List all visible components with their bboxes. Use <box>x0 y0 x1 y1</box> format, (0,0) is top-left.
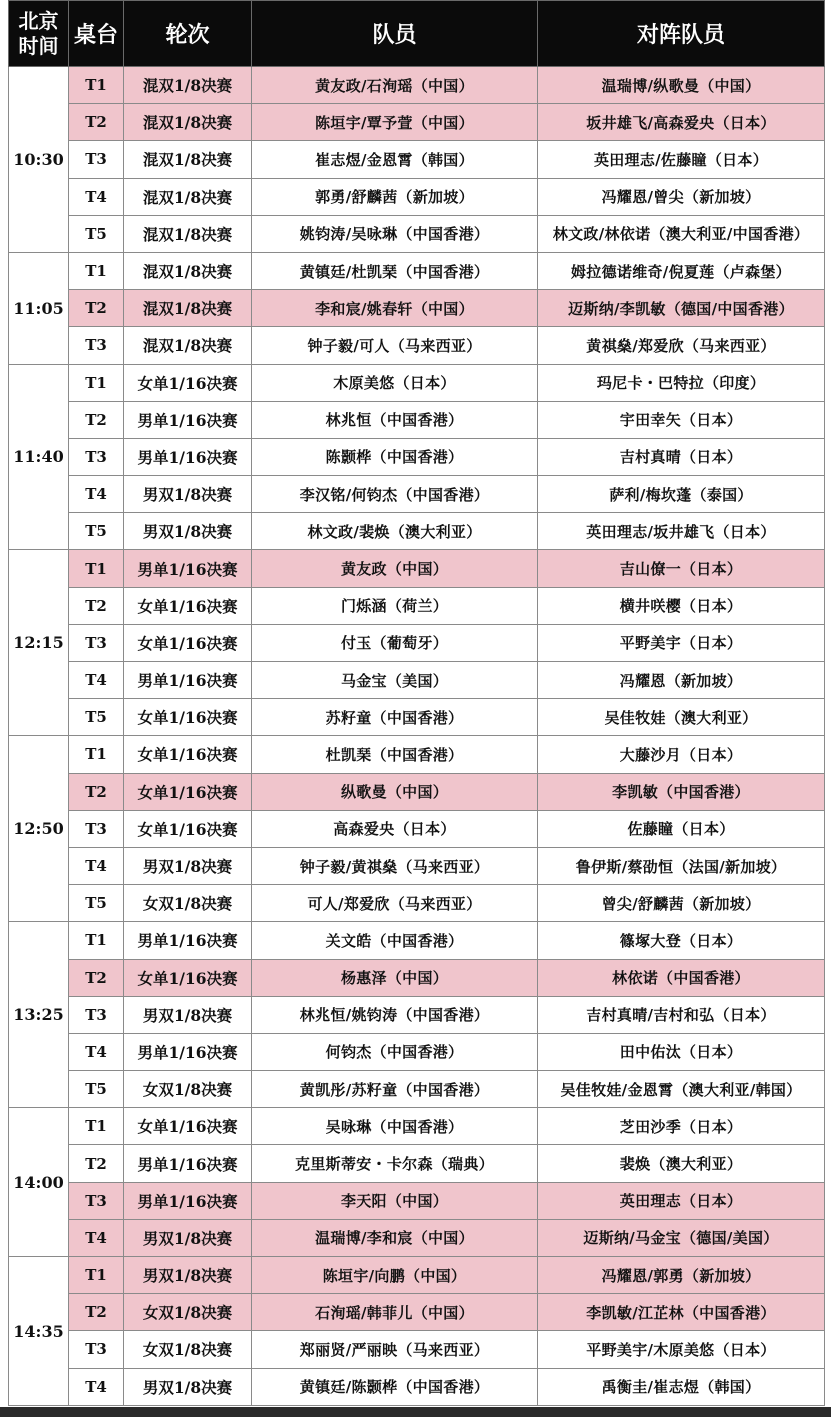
match-row <box>9 959 825 996</box>
players-cell: 温瑞博/李和宸（中国） <box>252 1219 538 1256</box>
players-cell: 黄凯彤/苏籽童（中国香港） <box>252 1071 538 1108</box>
table-cell: T4 <box>69 178 124 215</box>
opponents-cell: 大藤沙月（日本） <box>538 736 825 773</box>
players-cell: 林兆恒/姚钧涛（中国香港） <box>252 996 538 1033</box>
match-row <box>9 1108 825 1145</box>
round-cell: 男双1/8决赛 <box>124 1219 252 1256</box>
players-cell: 关文皓（中国香港） <box>252 922 538 959</box>
match-row <box>9 810 825 847</box>
round-cell: 混双1/8决赛 <box>124 178 252 215</box>
table-cell: T3 <box>69 1331 124 1368</box>
players-cell: 黄友政/石洵瑶（中国） <box>252 67 538 104</box>
round-cell: 混双1/8决赛 <box>124 67 252 104</box>
table-cell: T1 <box>69 67 124 104</box>
table-cell: T5 <box>69 885 124 922</box>
round-cell: 混双1/8决赛 <box>124 104 252 141</box>
table-cell: T1 <box>69 364 124 401</box>
round-cell: 女单1/16决赛 <box>124 699 252 736</box>
table-cell: T5 <box>69 513 124 550</box>
round-cell: 男单1/16决赛 <box>124 662 252 699</box>
round-cell: 男双1/8决赛 <box>124 476 252 513</box>
header-opponents: 对阵队员 <box>538 1 825 67</box>
match-row <box>9 996 825 1033</box>
round-cell: 女单1/16决赛 <box>124 1108 252 1145</box>
table-cell: T3 <box>69 141 124 178</box>
time-slot: 12:15 <box>9 550 69 736</box>
table-cell: T3 <box>69 624 124 661</box>
opponents-cell: 萨利/梅坎蓬（泰国） <box>538 476 825 513</box>
match-row <box>9 401 825 438</box>
round-cell: 女双1/8决赛 <box>124 1071 252 1108</box>
header-row <box>9 1 825 67</box>
table-cell: T4 <box>69 662 124 699</box>
round-cell: 女单1/16决赛 <box>124 587 252 624</box>
table-cell: T4 <box>69 847 124 884</box>
header-time-label: 北京 时间 <box>18 8 59 58</box>
players-cell: 姚钧涛/吴咏琳（中国香港） <box>252 215 538 252</box>
round-cell: 男双1/8决赛 <box>124 996 252 1033</box>
opponents-cell: 黄祺燊/郑爱欣（马来西亚） <box>538 327 825 364</box>
round-cell: 混双1/8决赛 <box>124 141 252 178</box>
match-row <box>9 1294 825 1331</box>
table-cell: T3 <box>69 996 124 1033</box>
table-cell: T4 <box>69 1368 124 1405</box>
match-row <box>9 587 825 624</box>
match-row <box>9 513 825 550</box>
round-cell: 女双1/8决赛 <box>124 1294 252 1331</box>
round-cell: 男单1/16决赛 <box>124 1033 252 1070</box>
time-slot: 11:05 <box>9 252 69 364</box>
round-cell: 女单1/16决赛 <box>124 364 252 401</box>
match-row <box>9 178 825 215</box>
opponents-cell: 鲁伊斯/蔡劭恒（法国/新加坡） <box>538 847 825 884</box>
match-row <box>9 1071 825 1108</box>
table-cell: T1 <box>69 252 124 289</box>
table-cell: T4 <box>69 1219 124 1256</box>
opponents-cell: 吉村真晴（日本） <box>538 438 825 475</box>
round-cell: 男双1/8决赛 <box>124 847 252 884</box>
opponents-cell: 吴佳牧娃/金恩霄（澳大利亚/韩国） <box>538 1071 825 1108</box>
time-slot: 11:40 <box>9 364 69 550</box>
schedule-table <box>8 0 825 1406</box>
match-row <box>9 364 825 401</box>
round-cell: 混双1/8决赛 <box>124 327 252 364</box>
players-cell: 石洵瑶/韩菲儿（中国） <box>252 1294 538 1331</box>
round-cell: 男单1/16决赛 <box>124 1145 252 1182</box>
round-cell: 混双1/8决赛 <box>124 290 252 327</box>
match-row <box>9 1368 825 1405</box>
round-cell: 女双1/8决赛 <box>124 1331 252 1368</box>
table-cell: T5 <box>69 699 124 736</box>
opponents-cell: 英田理志（日本） <box>538 1182 825 1219</box>
match-row <box>9 550 825 587</box>
players-cell: 陈垣宇/向鹏（中国） <box>252 1257 538 1294</box>
header-time <box>9 1 69 67</box>
round-cell: 女单1/16决赛 <box>124 810 252 847</box>
match-row <box>9 67 825 104</box>
players-cell: 钟子毅/可人（马来西亚） <box>252 327 538 364</box>
round-cell: 男双1/8决赛 <box>124 1257 252 1294</box>
table-cell: T2 <box>69 587 124 624</box>
opponents-cell: 英田理志/佐藤瞳（日本） <box>538 141 825 178</box>
round-cell: 男单1/16决赛 <box>124 438 252 475</box>
table-cell: T2 <box>69 401 124 438</box>
round-cell: 男单1/16决赛 <box>124 1182 252 1219</box>
opponents-cell: 篠塚大登（日本） <box>538 922 825 959</box>
match-row <box>9 847 825 884</box>
match-row <box>9 1331 825 1368</box>
time-slot: 13:25 <box>9 922 69 1108</box>
opponents-cell: 李凯敏（中国香港） <box>538 773 825 810</box>
players-cell: 钟子毅/黄祺燊（马来西亚） <box>252 847 538 884</box>
players-cell: 李天阳（中国） <box>252 1182 538 1219</box>
match-row <box>9 141 825 178</box>
opponents-cell: 横井咲樱（日本） <box>538 587 825 624</box>
table-cell: T5 <box>69 1071 124 1108</box>
match-row <box>9 624 825 661</box>
match-row <box>9 1033 825 1070</box>
table-cell: T1 <box>69 736 124 773</box>
players-cell: 黄镇廷/陈颢桦（中国香港） <box>252 1368 538 1405</box>
players-cell: 黄友政（中国） <box>252 550 538 587</box>
time-slot: 14:35 <box>9 1257 69 1406</box>
players-cell: 可人/郑爱欣（马来西亚） <box>252 885 538 922</box>
opponents-cell: 冯耀恩/郭勇（新加坡） <box>538 1257 825 1294</box>
players-cell: 门烁涵（荷兰） <box>252 587 538 624</box>
match-row <box>9 215 825 252</box>
match-row <box>9 476 825 513</box>
round-cell: 混双1/8决赛 <box>124 215 252 252</box>
match-row <box>9 699 825 736</box>
opponents-cell: 吉村真晴/吉村和弘（日本） <box>538 996 825 1033</box>
opponents-cell: 林依诺（中国香港） <box>538 959 825 996</box>
table-cell: T1 <box>69 1108 124 1145</box>
table-cell: T1 <box>69 1257 124 1294</box>
players-cell: 苏籽童（中国香港） <box>252 699 538 736</box>
round-cell: 男单1/16决赛 <box>124 401 252 438</box>
time-slot: 14:00 <box>9 1108 69 1257</box>
match-row <box>9 662 825 699</box>
players-cell: 马金宝（美国） <box>252 662 538 699</box>
match-row <box>9 1145 825 1182</box>
table-cell: T4 <box>69 1033 124 1070</box>
match-row <box>9 1182 825 1219</box>
match-row <box>9 252 825 289</box>
opponents-cell: 曾尖/舒麟茜（新加坡） <box>538 885 825 922</box>
opponents-cell: 宇田幸矢（日本） <box>538 401 825 438</box>
players-cell: 纵歌曼（中国） <box>252 773 538 810</box>
bottom-edge-bar <box>0 1407 831 1417</box>
round-cell: 女单1/16决赛 <box>124 959 252 996</box>
round-cell: 混双1/8决赛 <box>124 252 252 289</box>
match-row <box>9 1257 825 1294</box>
opponents-cell: 田中佑汰（日本） <box>538 1033 825 1070</box>
opponents-cell: 平野美宇（日本） <box>538 624 825 661</box>
opponents-cell: 佐藤瞳（日本） <box>538 810 825 847</box>
match-row <box>9 290 825 327</box>
opponents-cell: 李凯敏/江芷林（中国香港） <box>538 1294 825 1331</box>
players-cell: 郭勇/舒麟茜（新加坡） <box>252 178 538 215</box>
header-round: 轮次 <box>124 1 252 67</box>
table-cell: T3 <box>69 327 124 364</box>
players-cell: 高森爱央（日本） <box>252 810 538 847</box>
table-cell: T3 <box>69 810 124 847</box>
opponents-cell: 迈斯纳/马金宝（德国/美国） <box>538 1219 825 1256</box>
round-cell: 男双1/8决赛 <box>124 1368 252 1405</box>
table-cell: T3 <box>69 1182 124 1219</box>
players-cell: 杨惠泽（中国） <box>252 959 538 996</box>
opponents-cell: 迈斯纳/李凯敏（德国/中国香港） <box>538 290 825 327</box>
table-cell: T2 <box>69 1145 124 1182</box>
players-cell: 陈垣宇/覃予萱（中国） <box>252 104 538 141</box>
table-cell: T2 <box>69 104 124 141</box>
opponents-cell: 英田理志/坂井雄飞（日本） <box>538 513 825 550</box>
players-cell: 陈颢桦（中国香港） <box>252 438 538 475</box>
players-cell: 林兆恒（中国香港） <box>252 401 538 438</box>
match-row <box>9 736 825 773</box>
round-cell: 女单1/16决赛 <box>124 624 252 661</box>
players-cell: 李汉铭/何钧杰（中国香港） <box>252 476 538 513</box>
opponents-cell: 吉山僚一（日本） <box>538 550 825 587</box>
time-slot: 12:50 <box>9 736 69 922</box>
round-cell: 男双1/8决赛 <box>124 513 252 550</box>
opponents-cell: 平野美宇/木原美悠（日本） <box>538 1331 825 1368</box>
players-cell: 林文政/裴焕（澳大利亚） <box>252 513 538 550</box>
players-cell: 何钧杰（中国香港） <box>252 1033 538 1070</box>
match-row <box>9 922 825 959</box>
opponents-cell: 姆拉德诺维奇/倪夏莲（卢森堡） <box>538 252 825 289</box>
schedule-header <box>9 1 825 67</box>
opponents-cell: 冯耀恩（新加坡） <box>538 662 825 699</box>
header-players: 队员 <box>252 1 538 67</box>
players-cell: 克里斯蒂安・卡尔森（瑞典） <box>252 1145 538 1182</box>
table-cell: T5 <box>69 215 124 252</box>
opponents-cell: 禹衡圭/崔志煜（韩国） <box>538 1368 825 1405</box>
round-cell: 女单1/16决赛 <box>124 736 252 773</box>
opponents-cell: 冯耀恩/曾尖（新加坡） <box>538 178 825 215</box>
opponents-cell: 坂井雄飞/高森爱央（日本） <box>538 104 825 141</box>
table-cell: T1 <box>69 550 124 587</box>
table-cell: T4 <box>69 476 124 513</box>
players-cell: 木原美悠（日本） <box>252 364 538 401</box>
round-cell: 男单1/16决赛 <box>124 550 252 587</box>
match-row <box>9 327 825 364</box>
table-cell: T1 <box>69 922 124 959</box>
players-cell: 吴咏琳（中国香港） <box>252 1108 538 1145</box>
round-cell: 男单1/16决赛 <box>124 922 252 959</box>
round-cell: 女双1/8决赛 <box>124 885 252 922</box>
time-slot: 10:30 <box>9 67 69 253</box>
opponents-cell: 林文政/林依诺（澳大利亚/中国香港） <box>538 215 825 252</box>
opponents-cell: 裴焕（澳大利亚） <box>538 1145 825 1182</box>
opponents-cell: 芝田沙季（日本） <box>538 1108 825 1145</box>
match-row <box>9 773 825 810</box>
players-cell: 崔志煜/金恩霄（韩国） <box>252 141 538 178</box>
players-cell: 李和宸/姚春轩（中国） <box>252 290 538 327</box>
schedule-body <box>9 67 825 1406</box>
match-row <box>9 438 825 475</box>
table-cell: T2 <box>69 959 124 996</box>
players-cell: 付玉（葡萄牙） <box>252 624 538 661</box>
match-row <box>9 885 825 922</box>
match-row <box>9 104 825 141</box>
players-cell: 郑丽贤/严丽映（马来西亚） <box>252 1331 538 1368</box>
round-cell: 女单1/16决赛 <box>124 773 252 810</box>
table-cell: T3 <box>69 438 124 475</box>
opponents-cell: 吴佳牧娃（澳大利亚） <box>538 699 825 736</box>
table-cell: T2 <box>69 290 124 327</box>
players-cell: 杜凯琹（中国香港） <box>252 736 538 773</box>
opponents-cell: 温瑞博/纵歌曼（中国） <box>538 67 825 104</box>
players-cell: 黄镇廷/杜凯琹（中国香港） <box>252 252 538 289</box>
table-cell: T2 <box>69 1294 124 1331</box>
opponents-cell: 玛尼卡・巴特拉（印度） <box>538 364 825 401</box>
match-row <box>9 1219 825 1256</box>
table-cell: T2 <box>69 773 124 810</box>
header-table: 桌台 <box>69 1 124 67</box>
